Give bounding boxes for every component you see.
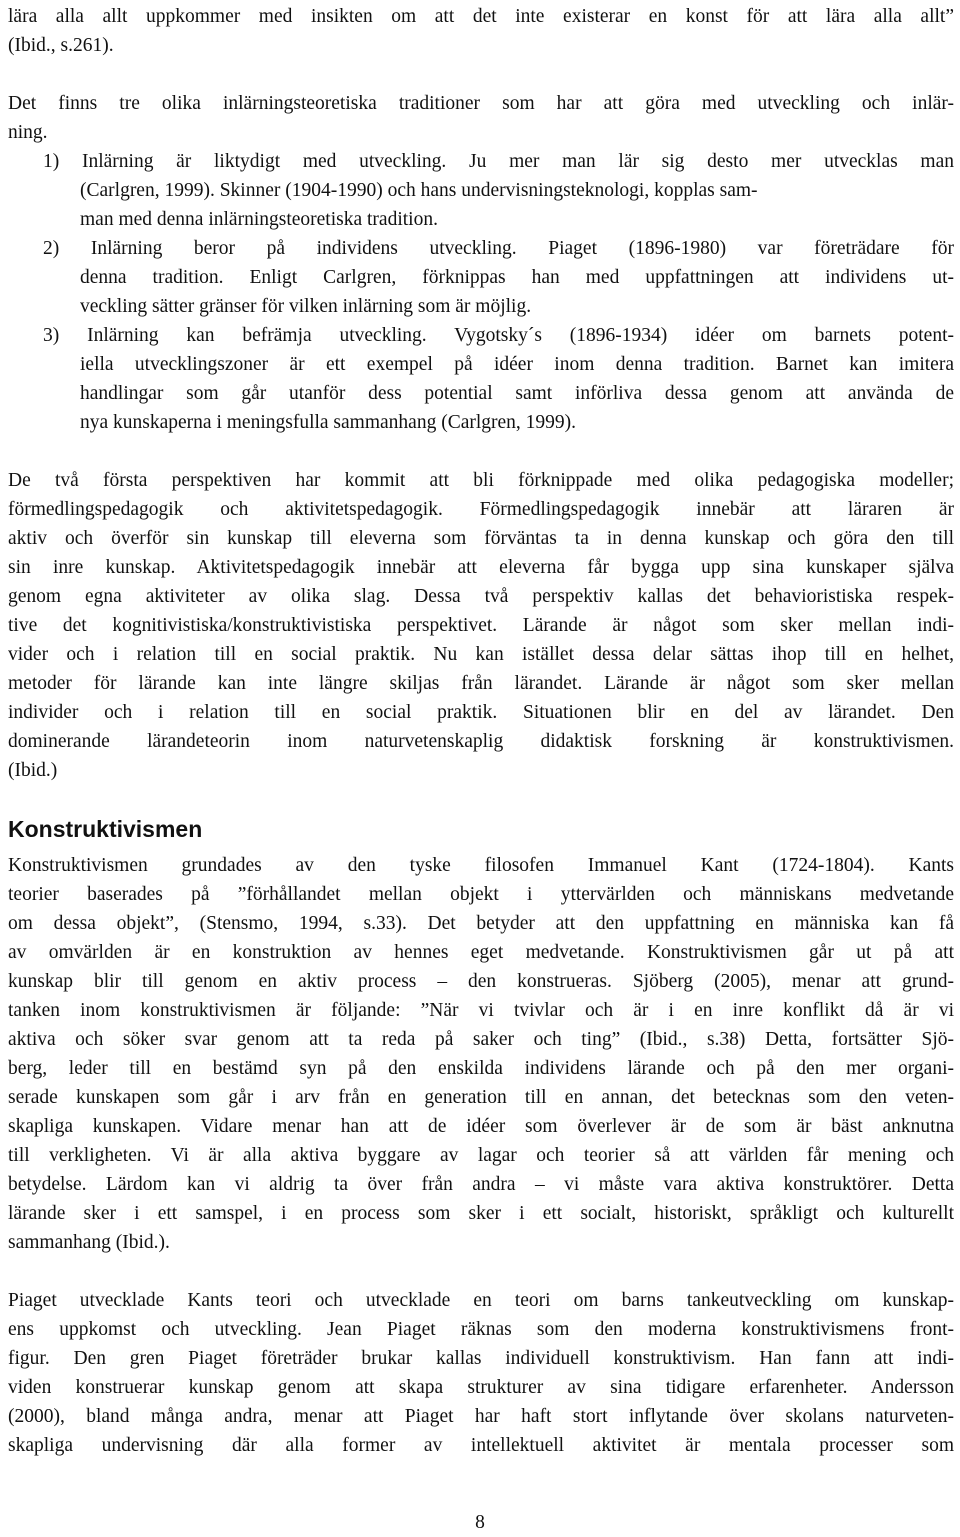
- text-line: lärande sker i ett samspel, i en process som sker i ett socialt, historiskt, språkligt och kulturellt: [8, 1203, 954, 1224]
- text-line: till verkligheten. Vi är alla aktiva byggare av lagar och teorier så att världen får mening och: [8, 1145, 954, 1166]
- text-line: (Ibid.): [8, 760, 58, 781]
- text-line: om dessa objekt”, (Stensmo, 1994, s.33). Det betyder att den uppfattning en människa kan få: [8, 913, 954, 934]
- text-line: skapliga kunskapen. Vidare menar han att de idéer som överlever är de som är bäst anknutna: [8, 1116, 954, 1137]
- paragraph-gap: [8, 60, 954, 89]
- text-line: Piaget utvecklade Kants teori och utvecklade en teori om barns tankeutveckling om kunskap-: [8, 1290, 954, 1311]
- text-line: nya kunskaperna i meningsfulla sammanhang (Carlgren, 1999).: [80, 412, 577, 433]
- text-line: serade kunskapen som går i arv från en generation till en annan, det betecknas som den veten-: [8, 1087, 954, 1108]
- text-line: figur. Den gren Piaget företräder brukar kallas individuell konstruktivism. Han fann att indi-: [8, 1348, 954, 1369]
- paragraph-gap: [8, 1257, 954, 1286]
- text-line: ens uppkomst och utveckling. Jean Piaget räknas som den moderna konstruktivismens front-: [8, 1319, 954, 1340]
- text-line: viden konstruerar kunskap genom att skapa strukturer av sina tidigare erfarenheter. Andersson: [8, 1377, 954, 1398]
- section-heading: Konstruktivismen: [8, 816, 203, 842]
- text-line: man med denna inlärningsteoretiska tradition.: [80, 209, 438, 230]
- text-line: förmedlingspedagogik och aktivitetspedagogik. Förmedlingspedagogik innebär att läraren är: [8, 499, 954, 520]
- text-line: aktiva och söker svar genom att ta reda på saker och ting” (Ibid., s.38) Detta, fortsätter Sjö-: [8, 1029, 954, 1050]
- text-line: 3) Inlärning kan befrämja utveckling. Vygotsky´s (1896-1934) idéer om barnets potent-: [43, 325, 954, 346]
- paragraph-gap: [8, 785, 954, 807]
- text-line: Det finns tre olika inlärningsteoretiska traditioner som har att göra med utveckling och inlär-: [8, 93, 954, 114]
- text-line: veckling sätter gränser för vilken inlärning som är möjlig.: [80, 296, 532, 317]
- text-line: sammanhang (Ibid.).: [8, 1232, 170, 1253]
- text-line: Konstruktivismen grundades av den tyske filosofen Immanuel Kant (1724-1804). Kants: [8, 855, 954, 876]
- text-line: aktiv och överför sin kunskap till eleverna som förväntas ta in denna kunskap och göra den till: [8, 528, 954, 549]
- text-line: metoder för lärande kan inte längre skiljas från lärandet. Lärande är något som sker mellan: [8, 673, 954, 694]
- text-line: sin inre kunskap. Aktivitetspedagogik innebär att eleverna får bygga upp sina kunskaper själva: [8, 557, 954, 578]
- paragraph-gap: [8, 437, 954, 466]
- text-line: individer och i relation till en social praktik. Situationen blir en del av lärandet. Den: [8, 702, 954, 723]
- text-line: tive det kognitivistiska/konstruktivistiska perspektivet. Lärande är något som sker mellan indi-: [8, 615, 954, 636]
- text-line: dominerande lärandeteorin inom naturvetenskaplig didaktisk forskning är konstruktivismen.: [8, 731, 954, 752]
- text-line: kunskap blir till genom en aktiv process – den konstrueras. Sjöberg (2005), menar att grund-: [8, 971, 954, 992]
- text-line: betydelse. Lärdom kan vi aldrig ta över från andra – vi måste vara aktiva konstruktörer. Detta: [8, 1174, 954, 1195]
- text-line: 2) Inlärning beror på individens utveckling. Piaget (1896-1980) var företrädare för: [43, 238, 954, 259]
- text-line: handlingar som går utanför dess potential samt införliva dessa genom att använda de: [80, 383, 954, 404]
- text-line: De två första perspektiven har kommit att bli förknippade med olika pedagogiska modeller;: [8, 470, 954, 491]
- text-line: tanken inom konstruktivismen är följande: ”När vi tvivlar och är i en inre konflikt då är vi: [8, 1000, 954, 1021]
- text-line: genom egna aktiviteter av olika slag. Dessa två perspektiv kallas det behavioristiska respek-: [8, 586, 954, 607]
- text-line: (Ibid., s.261).: [8, 35, 114, 56]
- text-line: vider och i relation till en social praktik. Nu kan istället dessa delar sättas ihop till en helhet,: [8, 644, 954, 665]
- text-line: lära alla allt uppkommer med insikten om att det inte existerar en konst för att lära alla allt”: [8, 6, 954, 27]
- page-number: 8: [475, 1512, 485, 1533]
- text-line: (2000), bland många andra, menar att Piaget har haft stort inflytande över skolans naturveten-: [8, 1406, 954, 1427]
- text-line: berg, leder till en bestämd syn på den enskilda individens lärande och på den mer organi-: [8, 1058, 954, 1079]
- text-line: av omvärlden är en konstruktion av hennes eget medvetande. Konstruktivismen går ut på att: [8, 942, 954, 963]
- text-line: (Carlgren, 1999). Skinner (1904-1990) och hans undervisningsteknologi, kopplas sam-: [80, 180, 758, 201]
- text-line: 1) Inlärning är liktydigt med utveckling. Ju mer man lär sig desto mer utvecklas man: [43, 151, 954, 172]
- document-page: [8, 2, 954, 1460]
- text-line: ning.: [8, 122, 48, 143]
- text-line: skapliga undervisning där alla former av intellektuell aktivitet är mentala processer som: [8, 1435, 954, 1456]
- text-line: iella utvecklingszoner är ett exempel på idéer inom denna tradition. Barnet kan imitera: [80, 354, 954, 375]
- text-line: teorier baserades på ”förhållandet mellan objekt i yttervärlden och människans medvetande: [8, 884, 954, 905]
- text-line: denna tradition. Enligt Carlgren, förknippas han med uppfattningen att individens ut-: [80, 267, 954, 288]
